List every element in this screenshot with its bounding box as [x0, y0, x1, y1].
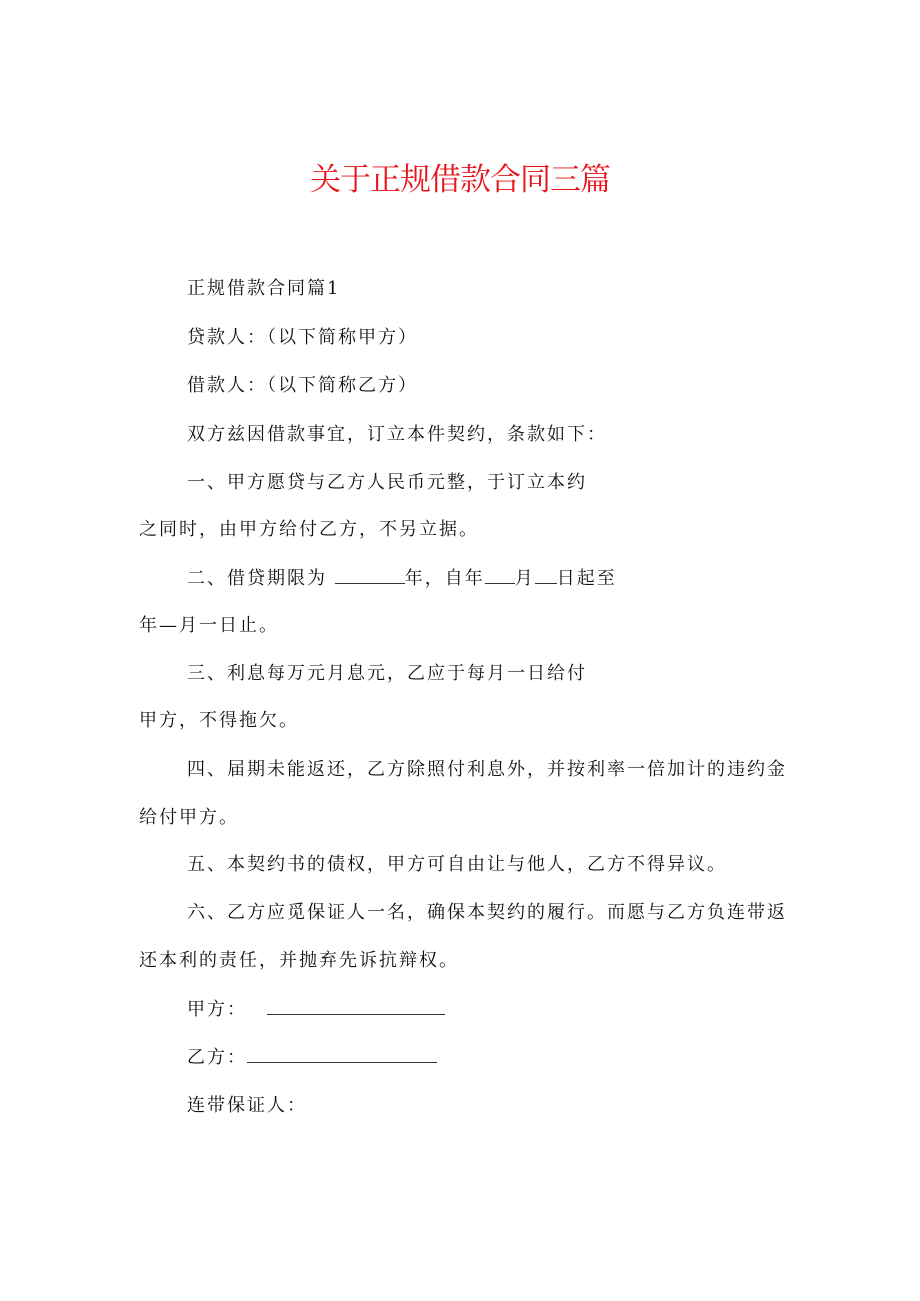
clause-4-line-1: 四、届期未能返还，乙方除照付利息外，并按利率一倍加计的违约金 — [187, 759, 787, 780]
party-a-signature-blank — [267, 997, 445, 1015]
clause-5: 五、本契约书的债权，甲方可自由让与他人，乙方不得异议。 — [187, 854, 727, 875]
contract-heading: 正规借款合同篇1 — [187, 278, 341, 299]
clause-2-day: 日起至 — [556, 568, 617, 589]
lender-line: 贷款人：（以下简称甲方） — [187, 327, 418, 348]
party-b-signature-blank — [247, 1045, 437, 1063]
clause-4-line-2: 给付甲方。 — [139, 807, 239, 828]
party-a-label: 甲方： — [187, 999, 247, 1020]
clause-6-line-2: 还本利的责任，并抛弃先诉抗辩权。 — [139, 950, 459, 971]
clause-1-line-1: 一、甲方愿贷与乙方人民币元整，于订立本约 — [187, 472, 587, 493]
party-b-label: 乙方： — [187, 1047, 247, 1068]
party-b-signature-line — [187, 1045, 437, 1070]
start-month-blank — [485, 566, 515, 584]
clause-6-line-1: 六、乙方应觅保证人一名，确保本契约的履行。而愿与乙方负连带返 — [187, 902, 787, 923]
clause-1-line-2: 之同时，由甲方给付乙方，不另立据。 — [139, 519, 479, 540]
clause-2-prefix: 二、借贷期限为 — [187, 568, 327, 589]
clause-2-line-2: 年—月一日止。 — [139, 615, 279, 636]
borrower-line: 借款人：（以下简称乙方） — [187, 375, 418, 396]
party-a-signature-line — [187, 997, 445, 1022]
clause-3-line-1: 三、利息每万元月息元，乙应于每月一日给付 — [187, 663, 587, 684]
intro-paragraph: 双方兹因借款事宜，订立本件契约，条款如下： — [187, 424, 607, 445]
clause-3-line-2: 甲方，不得拖欠。 — [139, 710, 299, 731]
clause-2-month: 月 — [514, 568, 535, 589]
document-title: 关于正规借款合同三篇 — [310, 162, 610, 198]
guarantor-line: 连带保证人： — [187, 1095, 307, 1116]
term-years-blank — [335, 566, 405, 584]
clause-2-year: 年，自年 — [404, 568, 485, 589]
clause-2-line-1 — [187, 566, 617, 591]
start-day-blank — [535, 566, 557, 584]
